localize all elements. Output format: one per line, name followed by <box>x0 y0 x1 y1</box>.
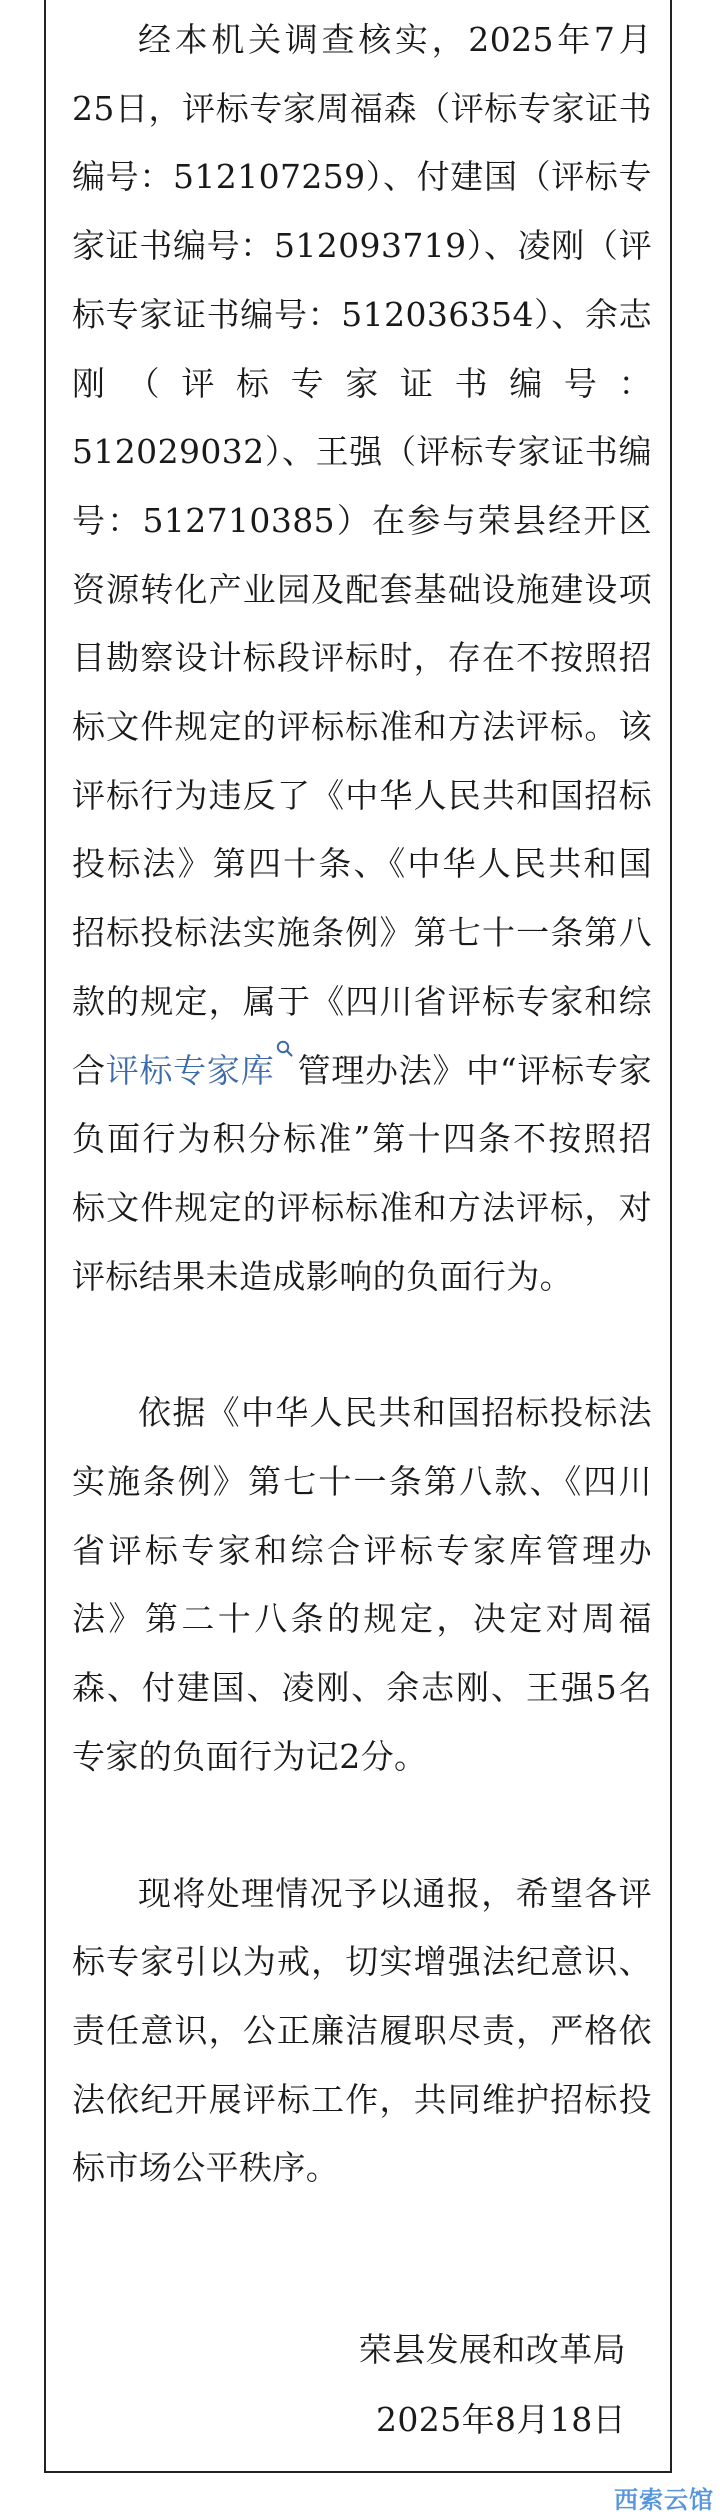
paragraph-investigation-text-continued: 管理办法》中“评标专家负面行为积分标准”第十四条不按照招标文件规定的评标标准和方法评标，对评标结果未造成影响的负面行为。 <box>72 1050 652 1296</box>
watermark-logo: 西索云馆 <box>614 2486 714 2514</box>
expert-database-link-label[interactable]: 评标专家库 <box>105 1050 275 1090</box>
paragraph-notice: 现将处理情况予以通报，希望各评标专家引以为戒，切实增强法纪意识、责任意识，公正廉洁履职尽责，严格依法依纪开展评标工作，共同维护招标投标市场公平秩序。 <box>72 1873 652 2188</box>
paragraph-decision: 依据《中华人民共和国招标投标法实施条例》第七十一条第八款、《四川省评标专家和综合评标专家库管理办法》第二十八条的规定，决定对周福森、付建国、凌刚、余志刚、王强5名专家的负面行为记2分。 <box>72 1393 652 1776</box>
paragraph-investigation-text: 经本机关调查核实，2025年7月25日，评标专家周福森（评标专家证书编号：512107259）、付建国（评标专家证书编号：512093719）、凌刚（评标专家证书编号：512036354）、余志刚（评标专家证书编号：512029032）、王强（评标专家证书编号：512710385）在参与荣县经开区资源转化产业园及配套基础设施建设项目勘察设计标段评标时，存在不按照招标文件规定的评标标准和方法评标。该评标行为违反了《中华人民共和国招标投标法》第四十条、《中华人民共和国招标投标法实施条例》第七十一条第八款的规定，属于《四川省评标专家和综合 <box>72 20 652 1090</box>
signature-organization: 荣县发展和改革局 <box>358 2330 626 2369</box>
search-icon[interactable] <box>275 1039 297 1067</box>
paragraph-investigation <box>72 6 652 1311</box>
document-body <box>72 6 652 2203</box>
signature-date: 2025年8月18日 <box>376 2400 626 2439</box>
expert-database-link[interactable] <box>106 1051 298 1090</box>
